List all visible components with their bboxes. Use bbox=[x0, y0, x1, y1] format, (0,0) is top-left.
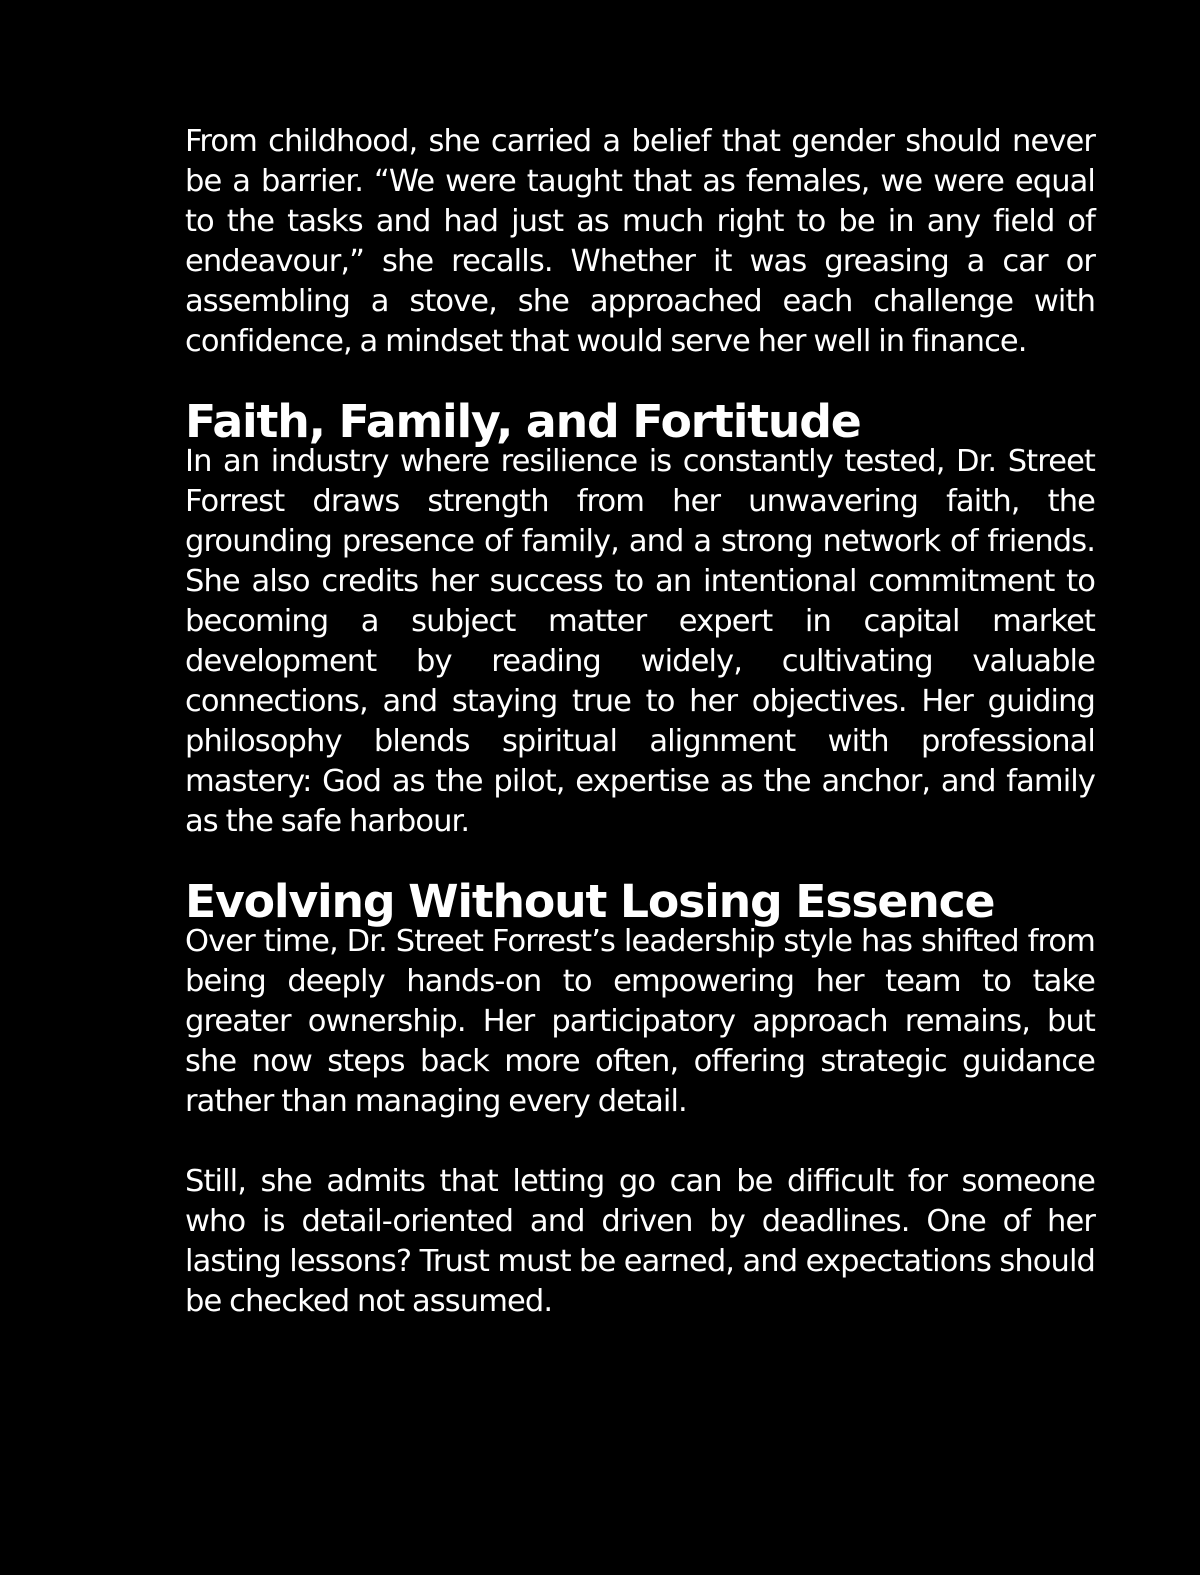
intro-paragraph: From childhood, she carried a belief that gender should never be a barrier. “We were taught that as females, we were equal to the tasks and had just as much right to be in any field of endeavour,” she recalls. Whether it was greasing a car or assembling a stove, she approached each challenge with confidence, a mindset that would serve her well in finance. bbox=[185, 124, 1095, 359]
article-body bbox=[185, 122, 1095, 1322]
section-paragraph-evolving-2: Still, she admits that letting go can be difficult for someone who is detail-oriented and driven by deadlines. One of her lasting lessons? Trust must be earned, and expectations should be checked not assumed. bbox=[185, 1164, 1095, 1319]
section-paragraph-faith: In an industry where resilience is constantly tested, Dr. Street Forrest draws strength from her unwavering faith, the grounding presence of family, and a strong network of friends. She also credits her success to an intentional commitment to becoming a subject matter expert in capital market development by reading widely, cultivating valuable connections, and staying true to her objectives. Her guiding philosophy blends spiritual alignment with professional mastery: God as the pilot, expertise as the anchor, and family as the safe harbour. bbox=[185, 444, 1095, 839]
section-paragraph-evolving-1: Over time, Dr. Street Forrest’s leadership style has shifted from being deeply hands-on to empowering her team to take greater ownership. Her participatory approach remains, but she now steps back more often, offering strategic guidance rather than managing every detail. bbox=[185, 924, 1095, 1119]
paragraph-spacer bbox=[185, 1122, 1095, 1162]
section-heading-evolving: Evolving Without Losing Essence bbox=[185, 875, 995, 928]
section-heading-faith: Faith, Family, and Fortitude bbox=[185, 395, 861, 448]
